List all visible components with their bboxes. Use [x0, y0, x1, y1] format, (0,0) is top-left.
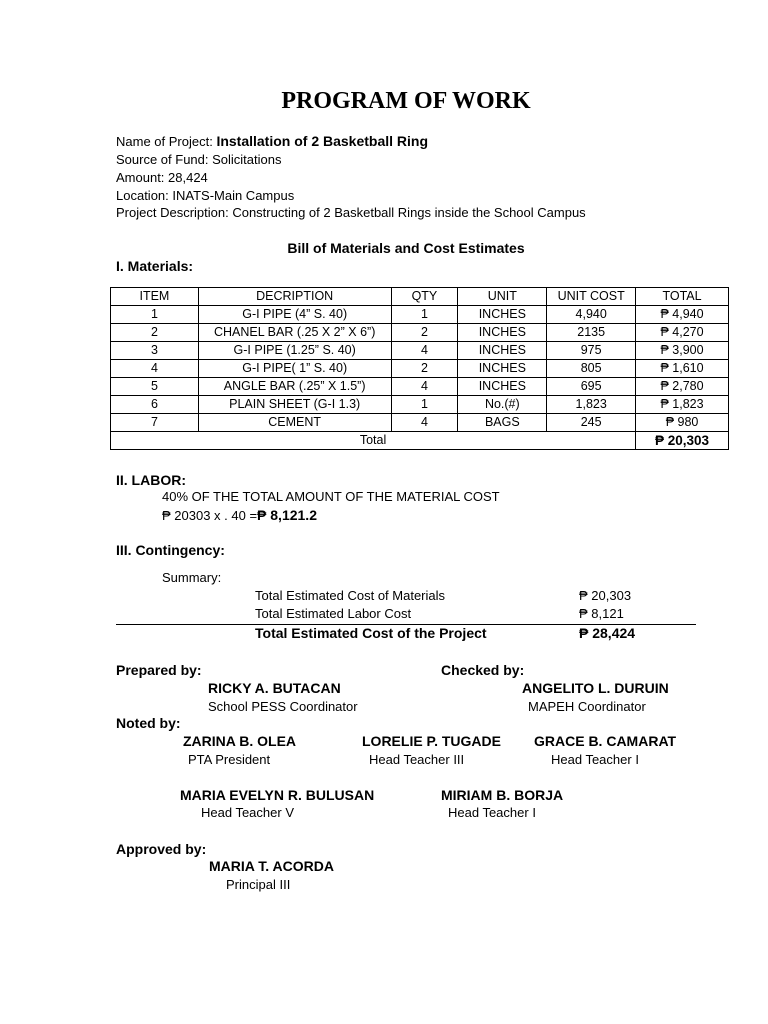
prepared-by-name: RICKY A. BUTACAN [208, 680, 341, 696]
cell-item: 1 [111, 306, 199, 324]
summary-project-value: ₱ 28,424 [579, 625, 636, 641]
noted-name: LORELIE P. TUGADE [362, 733, 501, 749]
cell-total: ₱ 4,270 [636, 324, 729, 342]
project-name-value: Installation of 2 Basketball Ring [216, 133, 429, 149]
cell-qty: 4 [391, 342, 458, 360]
cell-total: ₱ 1,610 [636, 360, 729, 378]
noted-by-label: Noted by: [116, 715, 181, 731]
checked-by-label: Checked by: [441, 662, 525, 678]
noted-title: Head Teacher III [369, 752, 465, 767]
cell-unit: INCHES [458, 324, 547, 342]
summary-materials-label: Total Estimated Cost of Materials [255, 588, 446, 603]
table-row [111, 414, 729, 432]
contingency-heading: III. Contingency: [116, 542, 225, 558]
header-unit: UNIT [458, 288, 547, 306]
cell-item: 5 [111, 378, 199, 396]
noted-name: MIRIAM B. BORJA [441, 787, 564, 803]
labor-computation-value: ₱ 8,121.2 [257, 507, 317, 523]
bom-heading: Bill of Materials and Cost Estimates [287, 240, 525, 256]
prepared-by-label: Prepared by: [116, 662, 202, 678]
cell-description: G-I PIPE (1.25” S. 40) [198, 342, 391, 360]
project-name-label: Name of Project: [116, 134, 217, 149]
cell-total: ₱ 3,900 [636, 342, 729, 360]
cell-unit-cost: 805 [547, 360, 636, 378]
cell-qty: 1 [391, 306, 458, 324]
cell-total: ₱ 2,780 [636, 378, 729, 396]
materials-table [110, 287, 729, 450]
summary-project-label: Total Estimated Cost of the Project [255, 625, 487, 641]
cell-description: CHANEL BAR (.25 X 2” X 6”) [198, 324, 391, 342]
cell-description: PLAIN SHEET (G-I 1.3) [198, 396, 391, 414]
header-total: TOTAL [636, 288, 729, 306]
project-amount: Amount: 28,424 [116, 170, 208, 185]
cell-qty: 1 [391, 396, 458, 414]
cell-unit-cost: 2135 [547, 324, 636, 342]
cell-qty: 2 [391, 360, 458, 378]
cell-qty: 2 [391, 324, 458, 342]
cell-total: ₱ 1,823 [636, 396, 729, 414]
noted-title: Head Teacher V [201, 805, 294, 820]
cell-description: ANGLE BAR (.25” X 1.5”) [198, 378, 391, 396]
table-row [111, 396, 729, 414]
cell-unit-cost: 975 [547, 342, 636, 360]
cell-unit: INCHES [458, 342, 547, 360]
labor-computation-prefix: ₱ 20303 x . 40 = [162, 508, 258, 523]
cell-unit-cost: 695 [547, 378, 636, 396]
approved-by-title: Principal III [226, 877, 291, 892]
cell-item: 3 [111, 342, 199, 360]
noted-title: Head Teacher I [448, 805, 536, 820]
table-row [111, 342, 729, 360]
total-label: Total [111, 432, 636, 450]
summary-label: Summary: [162, 570, 222, 585]
cell-total: ₱ 980 [636, 414, 729, 432]
total-value: ₱ 20,303 [636, 432, 729, 450]
summary-materials-value: ₱ 20,303 [579, 588, 632, 603]
checked-by-title: MAPEH Coordinator [528, 699, 646, 714]
project-description: Project Description: Constructing of 2 Basketball Rings inside the School Campus [116, 205, 586, 220]
cell-total: ₱ 4,940 [636, 306, 729, 324]
cell-item: 4 [111, 360, 199, 378]
cell-description: G-I PIPE (4” S. 40) [198, 306, 391, 324]
cell-item: 2 [111, 324, 199, 342]
approved-by-name: MARIA T. ACORDA [209, 858, 334, 874]
materials-heading: I. Materials: [116, 258, 194, 274]
project-name-line [116, 132, 428, 151]
table-row [111, 360, 729, 378]
noted-title: Head Teacher I [551, 752, 639, 767]
project-location: Location: INATS-Main Campus [116, 188, 295, 203]
noted-name: ZARINA B. OLEA [183, 733, 297, 749]
cell-item: 7 [111, 414, 199, 432]
header-unit-cost: UNIT COST [547, 288, 636, 306]
prepared-by-title: School PESS Coordinator [208, 699, 358, 714]
cell-unit: INCHES [458, 378, 547, 396]
cell-unit: BAGS [458, 414, 547, 432]
cell-item: 6 [111, 396, 199, 414]
labor-description: 40% OF THE TOTAL AMOUNT OF THE MATERIAL COST [162, 489, 500, 504]
cell-unit-cost: 245 [547, 414, 636, 432]
table-row [111, 306, 729, 324]
table-row [111, 324, 729, 342]
header-qty: QTY [391, 288, 458, 306]
noted-name: GRACE B. CAMARAT [534, 733, 677, 749]
cell-description: CEMENT [198, 414, 391, 432]
cell-unit: INCHES [458, 360, 547, 378]
labor-computation [162, 507, 317, 523]
cell-unit-cost: 1,823 [547, 396, 636, 414]
summary-labor-value: ₱ 8,121 [579, 606, 624, 621]
cell-qty: 4 [391, 378, 458, 396]
header-item: ITEM [111, 288, 199, 306]
labor-heading: II. LABOR: [116, 472, 186, 488]
noted-title: PTA President [188, 752, 271, 767]
source-of-fund: Source of Fund: Solicitations [116, 152, 282, 167]
cell-unit: No.(#) [458, 396, 547, 414]
cell-qty: 4 [391, 414, 458, 432]
table-total-row [111, 432, 729, 450]
table-header-row [111, 288, 729, 306]
noted-name: MARIA EVELYN R. BULUSAN [180, 787, 375, 803]
summary-labor-label: Total Estimated Labor Cost [255, 606, 412, 621]
cell-description: G-I PIPE( 1” S. 40) [198, 360, 391, 378]
checked-by-name: ANGELITO L. DURUIN [522, 680, 669, 696]
page-title: PROGRAM OF WORK [281, 88, 531, 114]
header-description: DECRIPTION [198, 288, 391, 306]
cell-unit-cost: 4,940 [547, 306, 636, 324]
table-row [111, 378, 729, 396]
cell-unit: INCHES [458, 306, 547, 324]
approved-by-label: Approved by: [116, 841, 207, 857]
